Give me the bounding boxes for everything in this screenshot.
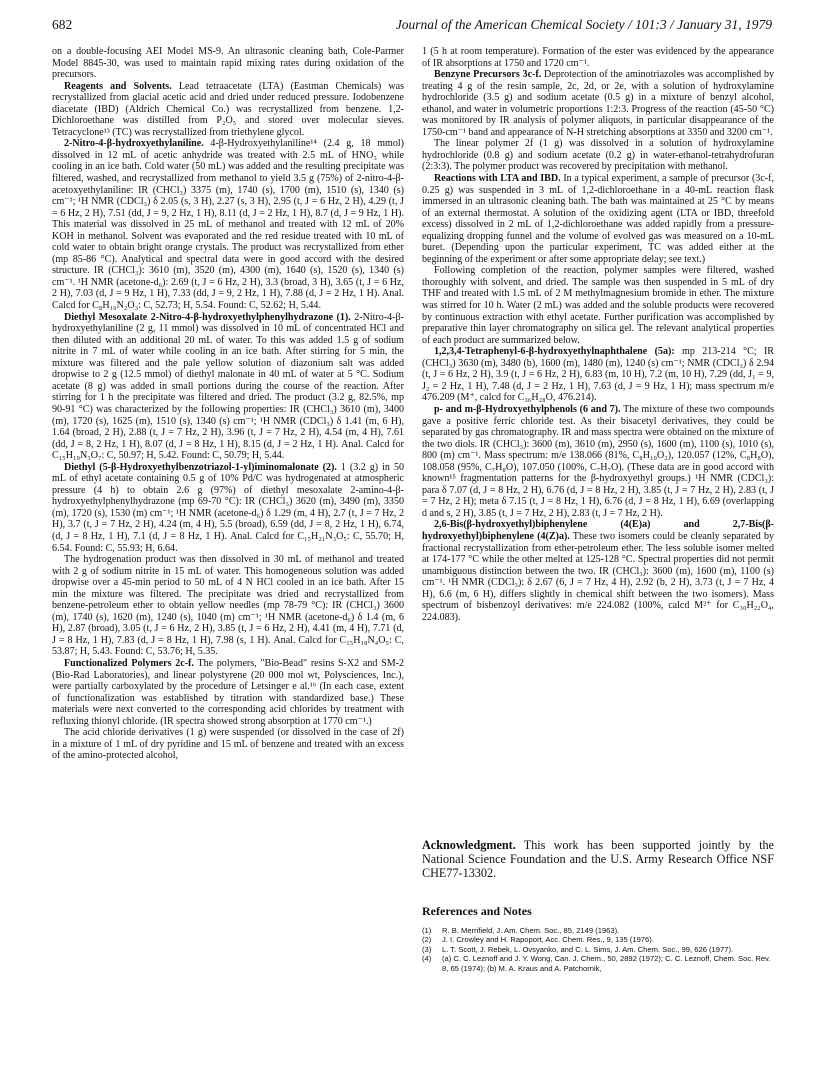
section-heading: Reactions with LTA and IBD.	[434, 173, 561, 185]
left-column	[52, 46, 404, 762]
references-title: References and Notes	[422, 904, 532, 918]
paragraph-text: 1 (3.2 g) in 50 mL of ethyl acetate containing 0.5 g of 10% Pd/C was hydrogenated at atmospheric pressure (4 h) to obtain 2.6 g (97%) of diethyl mesoxalate 2-amino-4-β-hydroxyethylphenylhydrazone (mp 69-70 °C): IR (CHCl₃) 3620 (m), 3490 (m), 3350 (m), 1720 (s), 1530 (m) cm⁻¹; ¹H NMR (acetone-d₆) δ 1.29 (m, 4 H), 2.7 (t, J = 7 Hz, 2 H), 3.7 (t, J = 7 Hz, 2 H), 4.24 (m, 4 H), 5.5 (broad), 6.59 (dd, J = 8, 2 Hz, 1 H), 6.74, (d, J = 8 Hz, 1 H), 7.1 (d, J = 8 Hz, 1 H). Anal. Calcd for C₁₅H₂₁N₃O₅: C, 55.70; H, 6.54. Found: C, 55.93; H, 6.64.	[52, 461, 404, 554]
left-column-paragraph	[52, 554, 404, 658]
paragraph-text: The polymers, "Bio-Bead" resins S-X2 and SM-2 (Bio-Rad Laboratories), and linear polystyrene (20 000 mol wt, Polysciences, Inc.), were partially carboxylated by the procedure of Letsinger e al.¹⁶ (In each case, extent of functionalization was established by titration with standardized base.) These materials were next converted to the corresponding acid chlorides by treatment with refluxing thionyl chloride. (IR spectra showed strong absorption at 1770 cm⁻¹.)	[52, 657, 404, 727]
acknowledgment	[422, 838, 774, 880]
reference-item	[422, 926, 774, 935]
reference-number: (1)	[422, 926, 432, 935]
acknowledgment-heading: Acknowledgment.	[422, 838, 516, 852]
page-header	[52, 14, 772, 36]
paragraph-text: 2-Nitro-4-β-hydroxyethylaniline (2 g, 11 mmol) was dissolved in 10 mL of concentrated HCl and then diluted with an additional 20 mL of water. To this was added 1.5 g of sodium nitrite in 7 mL of water while cooling in an ice bath. After stirring for 5 min, the mixture was filtered and the pale yellow solution of diazonium salt was added dropwise to 2 g (12.5 mmol) of diethyl malonate in 40 mL of water at 5 °C. Sodium acetate (8 g) was added in small portions during the course of the reaction. After stirring for 1 h the precipitate was filtered and dried. The product (3.2 g, 82.5%, mp 90-91 °C) was characterized by the following properties: IR (CHCl₃) 3610 (m), 3400 (m), 1720 (s), 1625 (m), 1510 (s), 1340 (s) cm⁻¹; ¹H NMR (CDCl₃) δ 1.41 (m, 6 H), 1.64 (broad, 2 H), 2.88 (t, J = 7 Hz, 2 H), 3.96 (t, J = 7 Hz, 2 H), 4.54 (m, 4 H), 7.61 (dd, J = 8, 2 Hz, 1 H), 8.07 (d, J = 8 Hz, 1 H), 8.15 (d, J = 2 Hz, 1 H). Anal. Calcd for C₁₅H₁₉N₃O₇: C, 50.97; H, 5.42. Found: C, 50.79; H, 5.44.	[52, 311, 404, 462]
reference-number: (3)	[422, 944, 432, 954]
section-heading: Diethyl (5-β-Hydroxyethylbenzotriazol-1-yl)iminomalonate (2).	[64, 461, 337, 473]
right-column-paragraph	[422, 46, 774, 69]
section-heading: 1,2,3,4-Tetraphenyl-6-β-hydroxyethylnaphthalene (5a):	[434, 346, 675, 358]
paragraph-text: The linear polymer 2f (1 g) was dissolved in a solution of hydroxylamine hydrochloride (0.8 g) and sodium acetate (0.2 g) in water-ethanol-tetrahydrofuran (2:3:3). The polymer product was recovered by precipitation with methanol.	[422, 138, 774, 173]
right-column-paragraph	[422, 346, 774, 404]
paragraph-text: In a typical experiment, a sample of precursor (3c-f, 0.25 g) was suspended in 3 mL of 1,2-dichloroethane in a 40-mL reaction flask immersed in an ultrasonic cleaning bath. The bath was maintained at 25 °C by means of an external thermostat. A solution of the oxidizing agent (LTA or IBD, threefold excess) dissolved in 2 mL of 1,2-dichloroethane was added rapidly from a pressure-equalizing dropping funnel and the volume of evolved gas was measured on a 10-mL buret. (Depending upon the particular experiment, TC was added either at the beginning of the experiment or after some appropriate delay; see text.)	[422, 173, 774, 265]
paragraph-text: The acid chloride derivatives (1 g) were suspended (or dissolved in the case of 2f) in a mixture of 1 mL of dry pyridine and 15 mL of benzene and treated with an excess of the amino-protected alcohol,	[52, 727, 404, 762]
section-heading: 2,6-Bis(β-hydroxyethyl)biphenylene (4(E)a) and 2,7-Bis(β-hydroxyethyl)biphenylene (4(Z)a).	[422, 519, 774, 542]
right-column-paragraph	[422, 519, 774, 623]
reference-item	[422, 945, 774, 954]
section-heading: Functionalized Polymers 2c-f.	[64, 657, 194, 669]
paragraph-text: Following completion of the reaction, polymer samples were filtered, washed thoroughly with solvent, and dried. The sample was then suspended in 5 mL of dry THF and treated with 1.5 mL of 2 M methylmagnesium bromide in ether. The mixture was stirred for 10 h. Water (2 mL) was added and the soluble products were recovered by continuous extraction with ethyl acetate. Further purification was accomplished by preparative thin layer chromatography on silica gel. The relevant analytical properties of each product are summarized below.	[422, 265, 774, 346]
reference-item	[422, 954, 774, 973]
paragraph-text: mp 213-214 °C; IR (CHCl₃) 3630 (m), 3480 (b), 1600 (m), 1480 (m), 1240 (s) cm⁻¹; NMR (CDCl₃) δ 2.94 (t, J = 6 Hz, 2 H), 3.9 (t, J = 6 Hz, 2 H), 6.83 (m, 10 H), 7.2 (m, 10 H), 7.29 (dd, J₁ = 9, J₂ = 2 Hz, 1 H), 7.48 (d, J = 2 Hz, 1 H), 7.63 (d, J = 9 Hz, 1 H); mass spectrum m/e 476.209 (M⁺, calcd for C₃₆H₂₈O, 476.214).	[422, 346, 774, 404]
left-column-paragraph	[52, 658, 404, 727]
section-heading: Reagents and Solvents.	[64, 80, 172, 92]
right-column	[422, 46, 774, 623]
reference-text: R. B. Merrifield, J. Am. Chem. Soc., 85, 2149 (1963).	[442, 926, 620, 935]
left-column-paragraph	[52, 727, 404, 762]
page-number: 682	[52, 17, 73, 32]
reference-text: L. T. Scott, J. Rebek, L. Ovsyanko, and C. L. Sims, J. Am. Chem. Soc., 99, 626 (1977).	[442, 944, 734, 954]
right-column-paragraph	[422, 69, 774, 138]
paragraph-text: The mixture of these two compounds gave a positive ferric chloride test. As their bisacetyl derivatives, they could be separated by gas chromatography. IR and mass spectra were obtained on the mixture of the two diols. IR (CHCl₃): 3600 (m), 3610 (m), 2950 (s), 1600 (m), 1100 (s), 1010 (s), 800 (m) cm⁻¹. Mass spectrum: m/e 138.066 (81%, C₈H₁₀O₂), 120.057 (12%, C₈H₈O), 108.058 (95%, C₇H₈O), 107.050 (100%, C₇H₇O). (These data are in good accord with known¹⁵ fragmentation patterns for the β-hydroxyethyl groups.) ¹H NMR (CDCl₃): para δ 7.07 (d, J = 8 Hz, 2 H), 6.76 (d, J = 8 Hz, 2 H), 3.85 (t, J = 7 Hz, 2 H), 2.83 (t, J = 7 Hz, 2 H); meta δ 7.15 (t, J = 8 Hz, 1 H), 6.76 (d, J = 8 Hz, 1 H), 6.69 (overlapping d and s, 2 H), 3.85 (t, J = 7 Hz, 2 H), 2.83 (t, J = 7 Hz, 2 H).	[422, 403, 774, 519]
left-column-paragraph	[52, 81, 404, 139]
section-heading: p- and m-β-Hydroxyethylphenols (6 and 7).	[434, 403, 621, 415]
right-column-paragraph	[422, 265, 774, 346]
section-heading: Diethyl Mesoxalate 2-Nitro-4-β-hydroxyethylphenylhydrazone (1).	[64, 311, 351, 323]
paragraph-text: on a double-focusing AEI Model MS-9. An ultrasonic cleaning bath, Cole-Parmer Model 8845-30, was used to maintain rapid mixing rates during oxidation of the precursors.	[52, 46, 404, 81]
acknowledgment-text: This work has been supported jointly by the National Science Foundation and the U.S. Army Research Office NSF CHE77-13302.	[422, 838, 774, 880]
paragraph-text: The hydrogenation product was then dissolved in 30 mL of methanol and treated with 2 g of sodium nitrite in 15 mL of water. This homogeneous solution was added dropwise over a 45-min period to 50 mL of 4 N HCl cooled in an ice bath. After 15 min the mixture was filtered. The precipitate was dried and recrystallized from benzene-petroleum ether to obtain yellow needles (mp 78-79 °C): IR (CHCl₃) 3600 (m), 1740 (s), 1620 (m), 1240 (s), 1040 (m) cm⁻¹; ¹H NMR (acetone-d₆) δ 1.4 (m, 6 H), 2.87 (broad), 3.05 (t, J = 6 Hz, 2 H), 3.85 (t, J = 6 Hz, 2 H), 4.41 (m, 4 H), 7.71 (d, J = 8 Hz, 1 H), 7.83 (d, J = 8 Hz, 1 H), 7.98 (s, 1 H). Anal. Calcd for C₁₅H₁₈N₄O₅: C, 53.87; H, 5.43. Found: C, 53.76; H, 5.35.	[52, 554, 404, 658]
reference-item	[422, 935, 774, 944]
section-heading: Benzyne Precursors 3c-f.	[434, 69, 542, 81]
journal-running-head: Journal of the American Chemical Society / 101:3 / January 31, 1979	[395, 17, 772, 32]
reference-text: (a) C. C. Leznoff and J. Y. Wong, Can. J. Chem., 50, 2892 (1972); C. C. Leznoff, Chem. Soc. Rev. 8, 65 (1974); (b) M. A. Kraus and A. Patchornik,	[442, 954, 771, 973]
left-column-paragraph	[52, 138, 404, 311]
references-list	[422, 926, 774, 973]
paragraph-text: 4-β-Hydroxyethylaniline¹⁴ (2.4 g, 18 mmol) dissolved in 12 mL of acetic anhydride was treated with 2.5 mL of HNO₃ while cooling in an ice bath. Cold water (50 mL) was added and the resulting precipitate was filtered, washed, and recrystallized from methanol to yield 3.5 g (75%) of 2-nitro-4-β-acetoxyethylaniline: IR (CHCl₃) 3375 (m), 1740 (s), 1700 (m), 1510 (s), 1340 (s) cm⁻¹; ¹H NMR (CDCl₃) δ 2.05 (s, 3 H), 2.27 (s, 3 H), 2.95 (t, J = 6 Hz, 2 H), 4.29 (t, J = 6 Hz, 2 H), 7.51 (dd, J = 9, 2 Hz, 1 H), 8.11 (d, J = 2 Hz, 1 H), 8.7 (d, J = 9 Hz, 1 H). This material was dissolved in 25 mL of methanol and treated with 12 mL of 20% KOH in methanol. Solvent was evaporated and the red residue treated with 10 mL of cold water to obtain bright orange crystals. The product was recrystallized from ether (mp 85-86 °C). Analytical and spectral data were in good accord with the desired structure. IR (CHCl₃): 3610 (m), 3520 (m), 4300 (m), 1640 (s), 1520 (s), 1340 (s) cm⁻¹. ¹H NMR (acetone-d₆): 2.69 (t, J = 6 Hz, 2 H), 3.3 (broad, 3 H), 3.65 (t, J = 6 Hz, 2 H), 7.03 (d, J = 9 Hz, 1 H), 7.33 (dd, J = 9, 2 Hz, 1 H), 7.88 (d, J = 2 Hz, 1 H). Anal. Calcd for C₈H₁₀N₂O₃: C, 52.73; H, 5.54. Found: C, 52.62; H, 5.44.	[52, 138, 404, 312]
paragraph-text: Lead tetraacetate (LTA) (Eastman Chemicals) was recrystallized from glacial acetic acid and dried under reduced pressure. Iodobenzene diacetate (IBD) (Aldrich Chemical Co.) was recrystallized from benzene. 1,2-Dichloroethane was distilled from P₂O₅ and stored over molecular sieves. Tetracyclone¹³ (TC) was recrystallized from triethylene glycol.	[52, 80, 404, 138]
paragraph-text: These two isomers could be cleanly separated by fractional recrystallization from ether-petroleum ether. The less soluble isomer melted at 174-177 °C while the other melted at 125-128 °C. Spectral properties did not permit unambiguous distinction between the two. IR (CHCl₃): 3600 (m), 1600 (m), 1100 (s) cm⁻¹. ¹H NMR (CDCl₃): δ 2.67 (6, J = 7 Hz, 4 H), 2.92 (b, 2 H), 3.73 (t, J = 7 Hz, 4 H), 6.6 (m, 6 H), differs slightly in chemical shift between the two isomers). Mass spectrum of bisbenzoyl derivatives: m/e 224.082 (100%, calcd M²⁺ for C₃₀H₂₂O₄, 224.083).	[422, 530, 774, 623]
right-column-paragraph	[422, 173, 774, 265]
right-column-paragraph	[422, 138, 774, 173]
left-column-paragraph	[52, 312, 404, 462]
section-heading: 2-Nitro-4-β-hydroxyethylaniline.	[64, 138, 204, 150]
paragraph-text: Deprotection of the aminotriazoles was accomplished by treating 4 g of the resin sample, 2c, 2d, or 2e, with a solution of hydroxylamine hydrochloride (3.5 g) and sodium acetate (0.5 g) in a mixture of benzyl alcohol, ethanol, and water in volumetric proportions 1:2:3. Progress of the reaction (45-50 °C) was monitored by IR analysis of polymer aliquots, in particular disappearance of the 1750-cm⁻¹ band and appearance of N-H stretching absorptions at 3350 and 3200 cm⁻¹.	[422, 69, 774, 138]
reference-text: J. I. Crowley and H. Rapoport, Acc. Chem. Res., 9, 135 (1976).	[442, 935, 654, 945]
left-column-paragraph	[52, 462, 404, 554]
left-column-paragraph	[52, 46, 404, 81]
right-column-paragraph	[422, 404, 774, 519]
reference-number: (4)	[422, 954, 432, 964]
paragraph-text: 1 (5 h at room temperature). Formation of the ester was evidenced by the appearance of IR absorptions at 1750 and 1720 cm⁻¹.	[422, 46, 774, 69]
reference-number: (2)	[422, 935, 432, 945]
